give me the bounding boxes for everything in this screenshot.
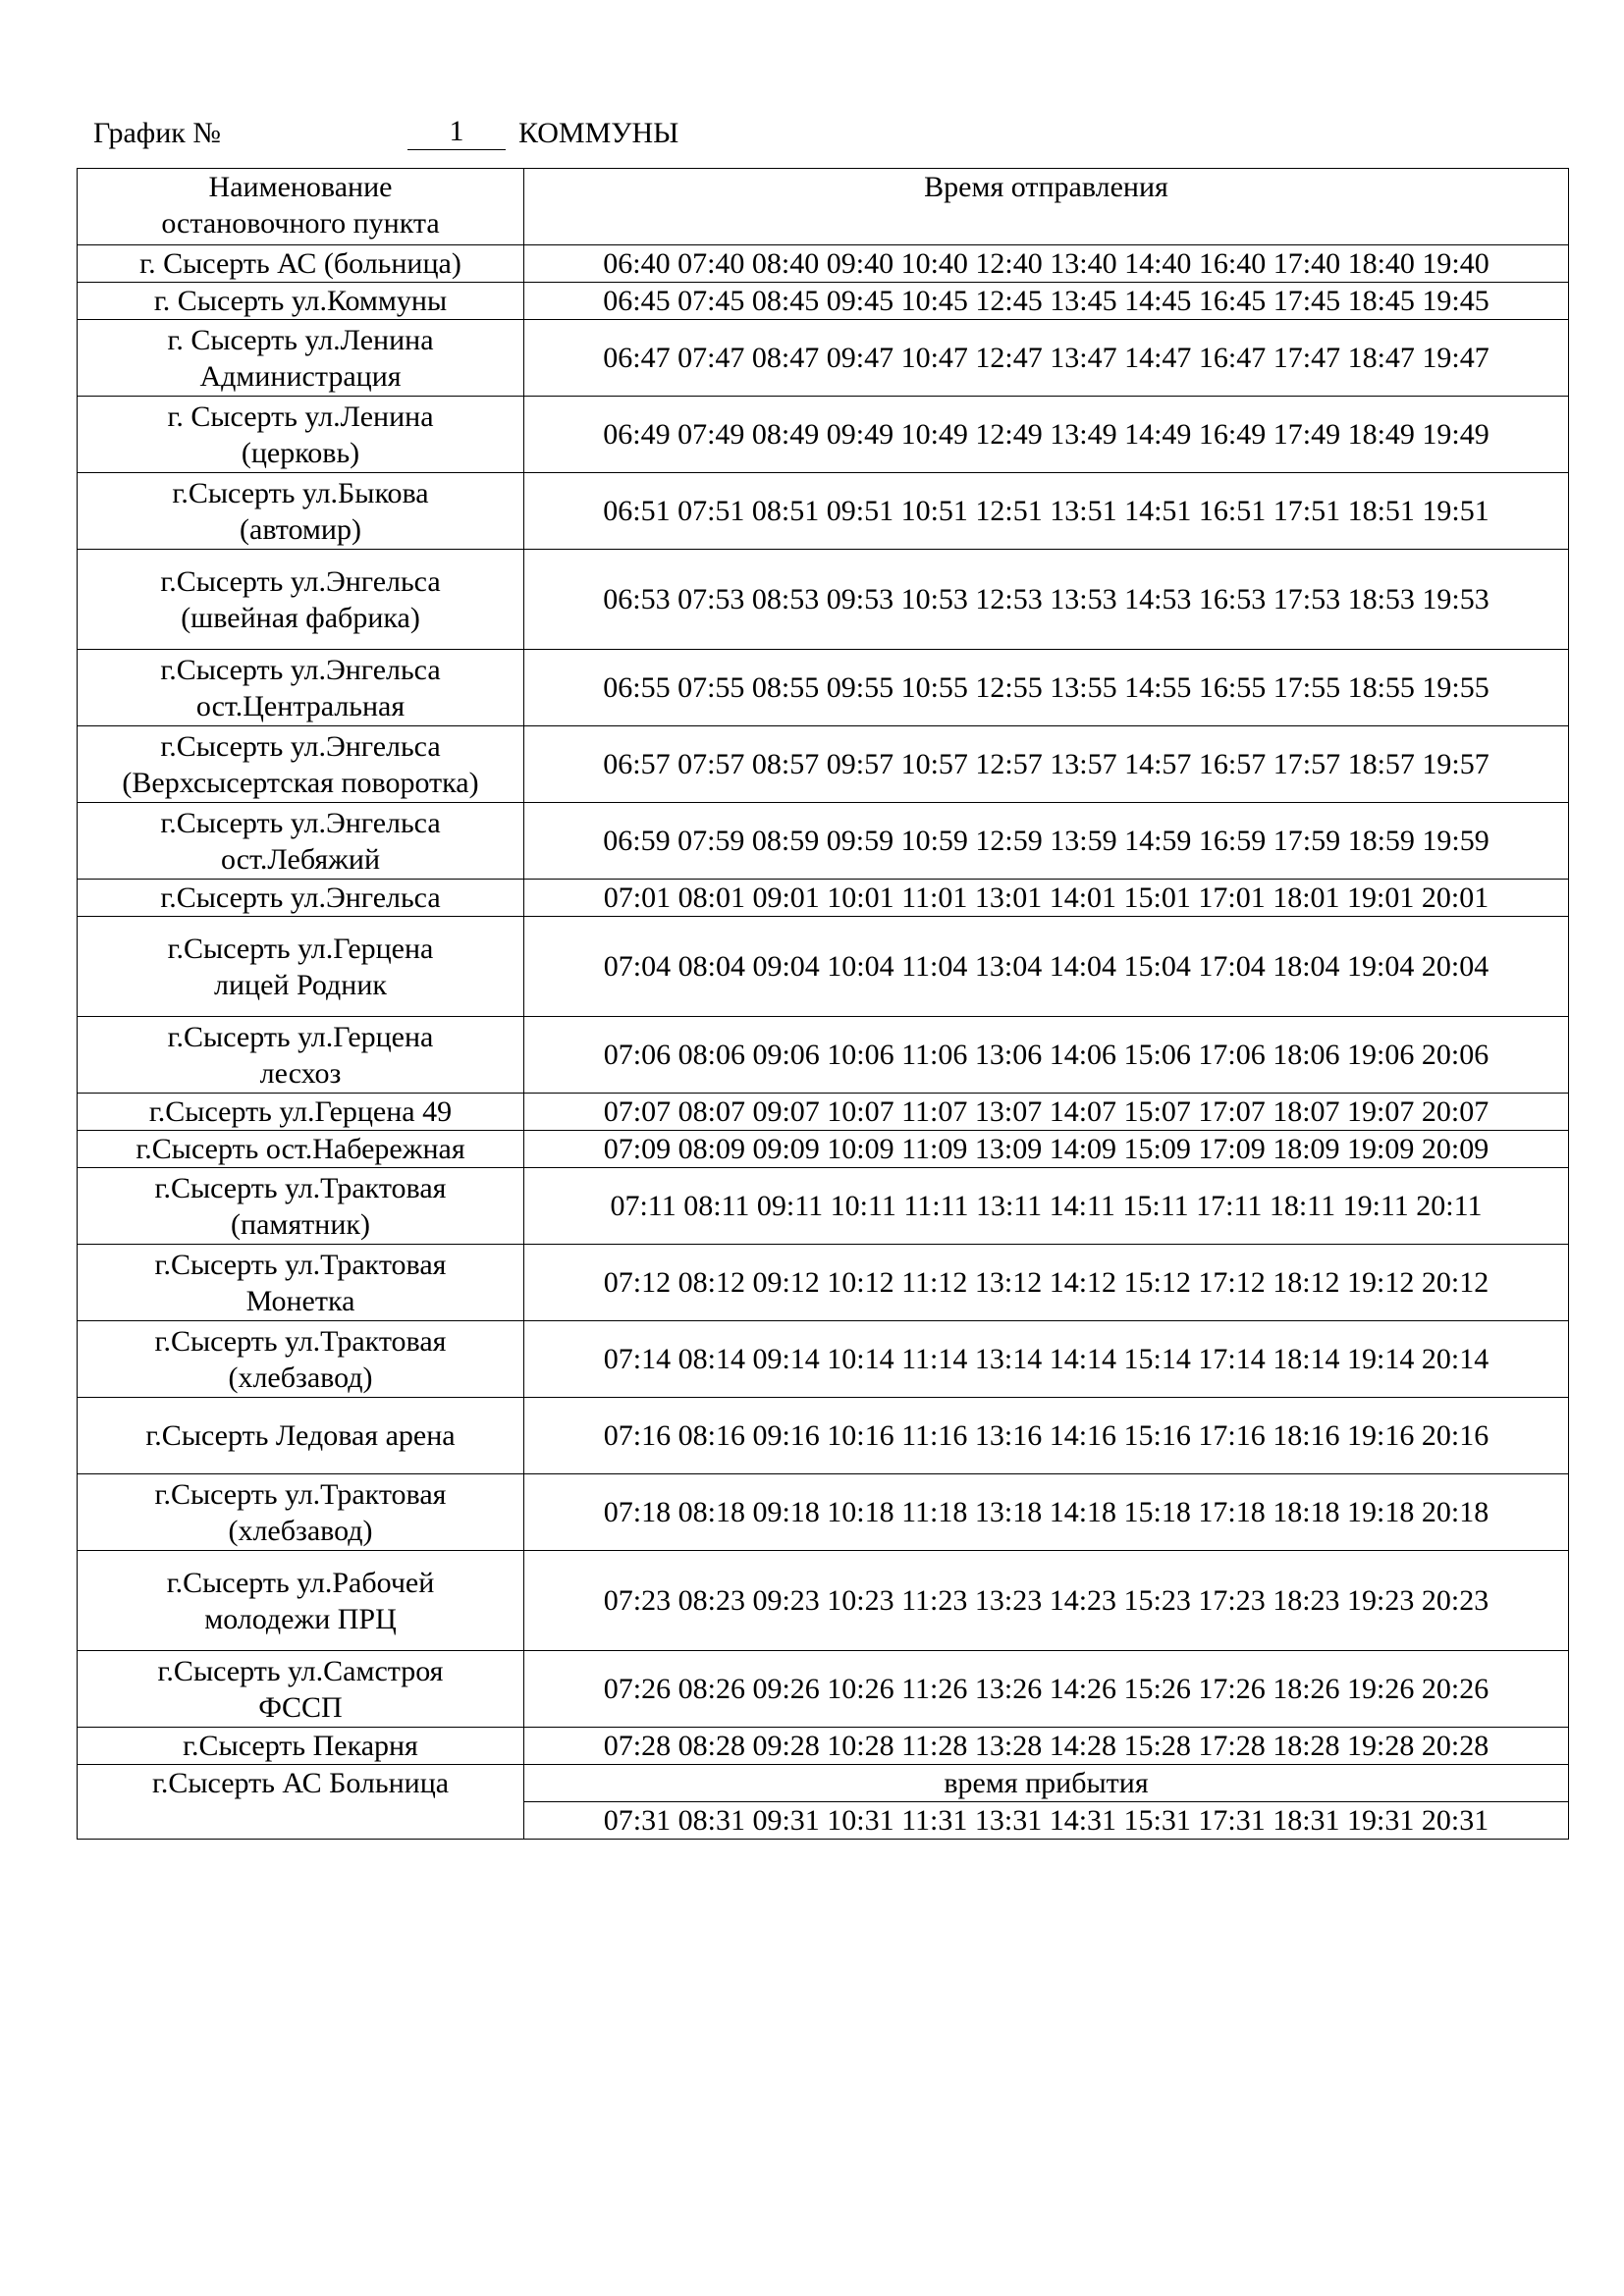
stop-name: г.Сысерть ул.Рабочей молодежи ПРЦ xyxy=(78,1551,524,1651)
table-row xyxy=(78,1398,1569,1474)
table-row xyxy=(78,1551,1569,1651)
stop-name: г.Сысерть Ледовая арена xyxy=(78,1398,524,1474)
schedule-label: График № xyxy=(93,117,221,149)
stop-name: г.Сысерть ул.Энгельса xyxy=(78,880,524,917)
table-row xyxy=(78,1168,1569,1245)
stop-name: г.Сысерть ул.Трактовая (хлебзавод) xyxy=(78,1321,524,1398)
departure-times: 06:47 07:47 08:47 09:47 10:47 12:47 13:47 14:47 16:47 17:47 18:47 19:47 xyxy=(524,320,1569,397)
table-row xyxy=(78,880,1569,917)
departure-times: 07:04 08:04 09:04 10:04 11:04 13:04 14:04 15:04 17:04 18:04 19:04 20:04 xyxy=(524,917,1569,1017)
stop-name: г.Сысерть ост.Набережная xyxy=(78,1131,524,1168)
departure-times: 06:45 07:45 08:45 09:45 10:45 12:45 13:45 14:45 16:45 17:45 18:45 19:45 xyxy=(524,283,1569,320)
departure-times: 06:49 07:49 08:49 09:49 10:49 12:49 13:49 14:49 16:49 17:49 18:49 19:49 xyxy=(524,397,1569,473)
departure-times: 07:28 08:28 09:28 10:28 11:28 13:28 14:28 15:28 17:28 18:28 19:28 20:28 xyxy=(524,1728,1569,1765)
table-row xyxy=(78,917,1569,1017)
table-row xyxy=(78,726,1569,803)
table-row xyxy=(78,473,1569,550)
stop-name: г.Сысерть ул.Трактовая (памятник) xyxy=(78,1168,524,1245)
departure-times: 07:18 08:18 09:18 10:18 11:18 13:18 14:18 15:18 17:18 18:18 19:18 20:18 xyxy=(524,1474,1569,1551)
stop-name: г.Сысерть ул.Быкова (автомир) xyxy=(78,473,524,550)
stop-name: г.Сысерть Пекарня xyxy=(78,1728,524,1765)
stop-column-header: Наименование остановочного пункта xyxy=(78,169,524,245)
route-name: КОММУНЫ xyxy=(518,117,679,149)
departure-times: 06:40 07:40 08:40 09:40 10:40 12:40 13:40 14:40 16:40 17:40 18:40 19:40 xyxy=(524,245,1569,283)
departure-times: 07:26 08:26 09:26 10:26 11:26 13:26 14:26 15:26 17:26 18:26 19:26 20:26 xyxy=(524,1651,1569,1728)
departure-times: 07:07 08:07 09:07 10:07 11:07 13:07 14:07 15:07 17:07 18:07 19:07 20:07 xyxy=(524,1094,1569,1131)
departure-times: 07:23 08:23 09:23 10:23 11:23 13:23 14:23 15:23 17:23 18:23 19:23 20:23 xyxy=(524,1551,1569,1651)
table-row xyxy=(78,397,1569,473)
stop-name: г.Сысерть ул.Энгельса (Верхсысертская поворотка) xyxy=(78,726,524,803)
stop-name: г. Сысерть ул.Коммуны xyxy=(78,283,524,320)
stop-name: г.Сысерть ул.Энгельса (швейная фабрика) xyxy=(78,550,524,650)
table-row xyxy=(78,1728,1569,1765)
departure-times: 07:06 08:06 09:06 10:06 11:06 13:06 14:06 15:06 17:06 18:06 19:06 20:06 xyxy=(524,1017,1569,1094)
table-row xyxy=(78,1131,1569,1168)
table-row xyxy=(78,1017,1569,1094)
departure-times: 06:51 07:51 08:51 09:51 10:51 12:51 13:51 14:51 16:51 17:51 18:51 19:51 xyxy=(524,473,1569,550)
stop-name: г. Сысерть АС (больница) xyxy=(78,245,524,283)
table-row xyxy=(78,1474,1569,1551)
stop-name: г.Сысерть ул.Энгельса ост.Центральная xyxy=(78,650,524,726)
stop-name: г.Сысерть ул.Герцена лицей Родник xyxy=(78,917,524,1017)
arrival-times: 07:31 08:31 09:31 10:31 11:31 13:31 14:31 15:31 17:31 18:31 19:31 20:31 xyxy=(524,1802,1569,1840)
table-row xyxy=(78,1651,1569,1728)
stop-name: г.Сысерть ул.Энгельса ост.Лебяжий xyxy=(78,803,524,880)
stop-name: г.Сысерть ул.Трактовая Монетка xyxy=(78,1245,524,1321)
departure-times: 06:55 07:55 08:55 09:55 10:55 12:55 13:55 14:55 16:55 17:55 18:55 19:55 xyxy=(524,650,1569,726)
stop-name: г. Сысерть ул.Ленина (церковь) xyxy=(78,397,524,473)
departure-times: 07:12 08:12 09:12 10:12 11:12 13:12 14:12 15:12 17:12 18:12 19:12 20:12 xyxy=(524,1245,1569,1321)
times-column-header: Время отправления xyxy=(524,169,1569,245)
timetable xyxy=(77,168,1569,1840)
departure-times: 07:09 08:09 09:09 10:09 11:09 13:09 14:09 15:09 17:09 18:09 19:09 20:09 xyxy=(524,1131,1569,1168)
table-row xyxy=(78,650,1569,726)
arrival-label: время прибытия xyxy=(524,1765,1569,1802)
departure-times: 06:57 07:57 08:57 09:57 10:57 12:57 13:57 14:57 16:57 17:57 18:57 19:57 xyxy=(524,726,1569,803)
stop-name: г. Сысерть ул.Ленина Администрация xyxy=(78,320,524,397)
stop-name: г.Сысерть ул.Самстроя ФССП xyxy=(78,1651,524,1728)
table-row xyxy=(78,283,1569,320)
table-row xyxy=(78,245,1569,283)
departure-times: 06:53 07:53 08:53 09:53 10:53 12:53 13:53 14:53 16:53 17:53 18:53 19:53 xyxy=(524,550,1569,650)
table-row-arrival-label xyxy=(78,1765,1569,1802)
table-row xyxy=(78,803,1569,880)
departure-times: 07:01 08:01 09:01 10:01 11:01 13:01 14:01 15:01 17:01 18:01 19:01 20:01 xyxy=(524,880,1569,917)
stop-name: г.Сысерть ул.Герцена 49 xyxy=(78,1094,524,1131)
departure-times: 06:59 07:59 08:59 09:59 10:59 12:59 13:59 14:59 16:59 17:59 18:59 19:59 xyxy=(524,803,1569,880)
departure-times: 07:14 08:14 09:14 10:14 11:14 13:14 14:14 15:14 17:14 18:14 19:14 20:14 xyxy=(524,1321,1569,1398)
table-row xyxy=(78,1321,1569,1398)
schedule-number: 1 xyxy=(407,114,506,150)
schedule-heading xyxy=(93,114,679,153)
table-row xyxy=(78,1094,1569,1131)
table-row xyxy=(78,550,1569,650)
stop-name-final: г.Сысерть АС Больница xyxy=(78,1765,524,1840)
table-row xyxy=(78,1245,1569,1321)
stop-name: г.Сысерть ул.Трактовая (хлебзавод) xyxy=(78,1474,524,1551)
departure-times: 07:16 08:16 09:16 10:16 11:16 13:16 14:16 15:16 17:16 18:16 19:16 20:16 xyxy=(524,1398,1569,1474)
table-row xyxy=(78,320,1569,397)
departure-times: 07:11 08:11 09:11 10:11 11:11 13:11 14:11 15:11 17:11 18:11 19:11 20:11 xyxy=(524,1168,1569,1245)
stop-name: г.Сысерть ул.Герцена лесхоз xyxy=(78,1017,524,1094)
table-header-row xyxy=(78,169,1569,245)
